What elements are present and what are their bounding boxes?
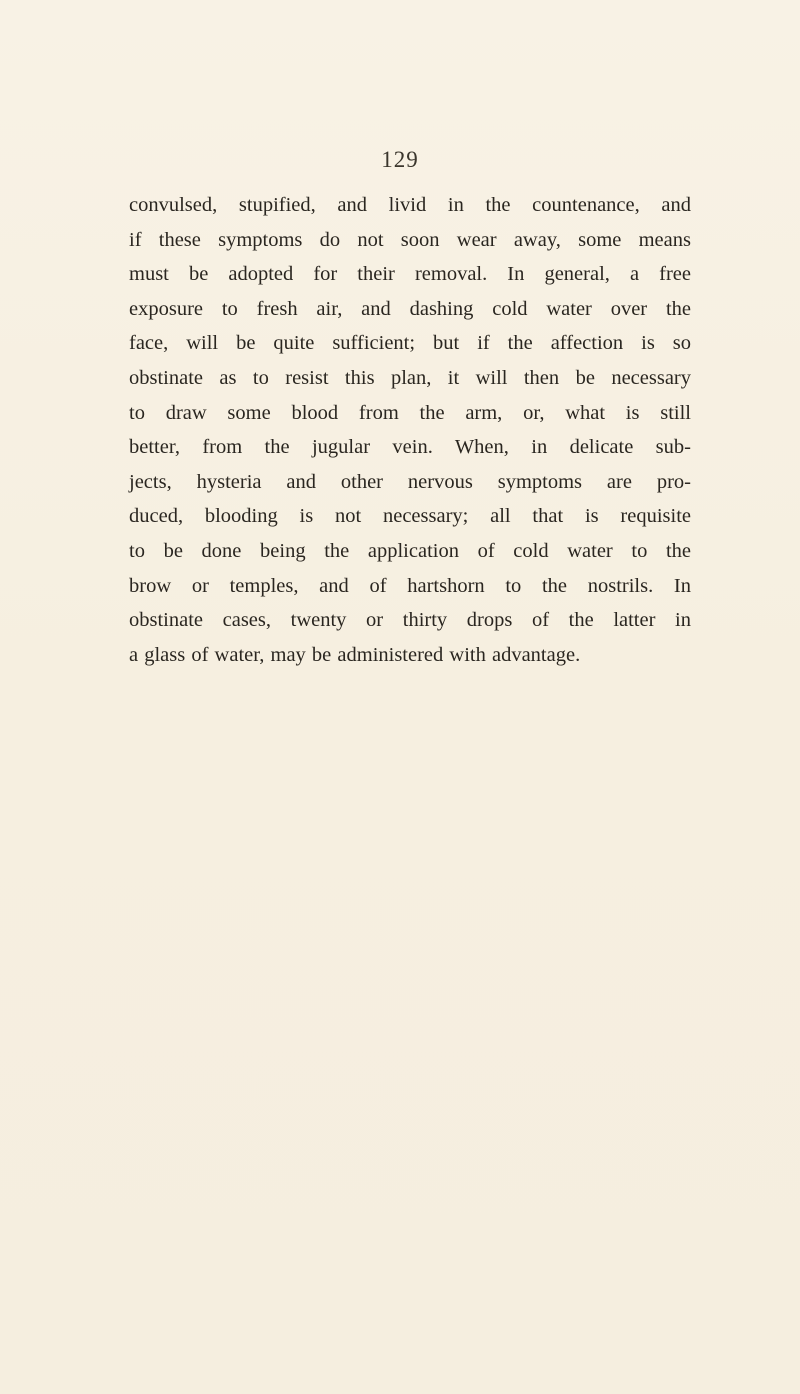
text-line: convulsed, stupified, and livid in the countenance, and <box>129 194 691 216</box>
text-line: to draw some blood from the arm, or, what is still <box>129 401 691 424</box>
text-line: obstinate cases, twenty or thirty drops of the latter in <box>129 609 691 632</box>
text-line: face, will be quite sufficient; but if the affection is so <box>129 332 691 355</box>
body-paragraph <box>129 188 691 672</box>
text-line: better, from the jugular vein. When, in delicate sub- <box>129 436 691 459</box>
text-line: exposure to fresh air, and dashing cold water over the <box>129 297 691 320</box>
text-line: obstinate as to resist this plan, it will then be necessary <box>129 366 691 389</box>
page-number: 129 <box>381 147 419 172</box>
text-line: must be adopted for their removal. In general, a free <box>129 263 691 286</box>
text-line: duced, blooding is not necessary; all that is requisite <box>129 505 691 528</box>
text-line: jects, hysteria and other nervous symptoms are pro- <box>129 470 691 493</box>
text-line: a glass of water, may be administered with advantage. <box>129 643 581 666</box>
text-line: if these symptoms do not soon wear away, some means <box>129 228 691 251</box>
text-line: brow or temples, and of hartshorn to the nostrils. In <box>129 574 691 597</box>
text-line: to be done being the application of cold water to the <box>129 539 691 562</box>
